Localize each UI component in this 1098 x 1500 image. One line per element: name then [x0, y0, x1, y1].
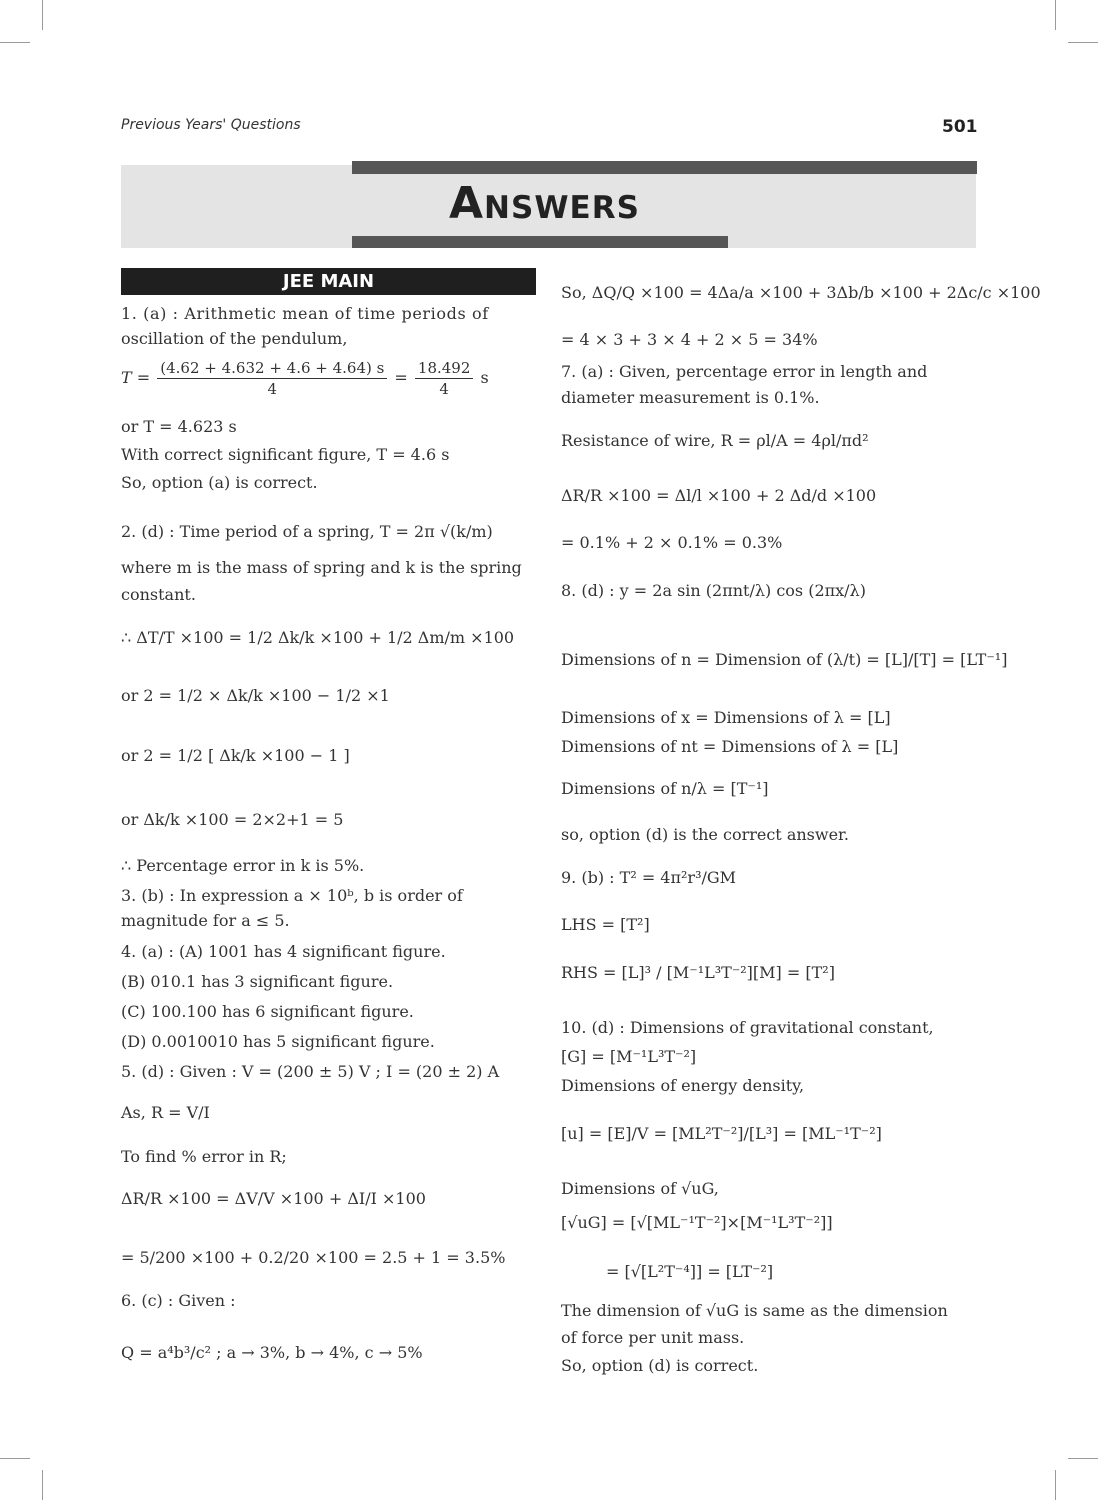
q1-equation: T = $\frac{(4.62 + 4.632 + 4.6 + 4.64) s}{4}$ = $\frac{18.492}{4}$ s — [121, 359, 489, 398]
q10-line-7: So, option (d) is correct. — [561, 1356, 759, 1375]
crop-mark — [1055, 0, 1056, 30]
q2-line-4: ∴ Percentage error in k is 5%. — [121, 856, 365, 875]
q7-line-3: Resistance of wire, R = ρl/A = 4ρl/πd² — [561, 431, 869, 450]
q10-line-4: Dimensions of √uG, — [561, 1179, 719, 1198]
q9-line-1: 9. (b) : T² = 4π²r³/GM — [561, 868, 737, 887]
q10-equation-1: [u] = [E]/V = [ML²T⁻²]/[L³] = [ML⁻¹T⁻²] — [561, 1124, 882, 1143]
q10-equation-2: [√uG] = [√[ML⁻¹T⁻²]×[M⁻¹L³T⁻²]] — [561, 1213, 833, 1232]
q4-line-4: (D) 0.0010010 has 5 significant figure. — [121, 1032, 435, 1051]
q4-line-1: 4. (a) : (A) 1001 has 4 significant figure. — [121, 942, 446, 961]
page-title: Answers — [449, 178, 640, 229]
q6-result: = 4 × 3 + 3 × 4 + 2 × 5 = 34% — [561, 330, 818, 349]
q5-equation-1: ΔR/R ×100 = ΔV/V ×100 + ΔI/I ×100 — [121, 1189, 426, 1208]
q8-line-5: Dimensions of n/λ = [T⁻¹] — [561, 779, 769, 798]
q1-eq-numerator: (4.62 + 4.632 + 4.6 + 4.64) s — [157, 358, 387, 379]
q6-result-equation: So, ΔQ/Q ×100 = 4Δa/a ×100 + 3Δb/b ×100 + 2Δc/c ×100 — [561, 283, 1041, 302]
q1-line-1: 1. (a) : Arithmetic mean of time periods of — [121, 304, 489, 323]
title-band-bottom-rule — [352, 236, 728, 248]
q8-line-6: so, option (d) is the correct answer. — [561, 825, 850, 844]
q2-line-3: constant. — [121, 585, 196, 604]
q3-line-2: magnitude for a ≤ 5. — [121, 911, 290, 930]
q8-line-3: Dimensions of x = Dimensions of λ = [L] — [561, 708, 891, 727]
page-number: 501 — [942, 117, 978, 137]
q8-line-2: Dimensions of n = Dimension of (λ/t) = [L]/[T] = [LT⁻¹] — [561, 650, 1008, 669]
q8-line-1: 8. (d) : y = 2a sin (2πnt/λ) cos (2πx/λ) — [561, 581, 866, 600]
running-title: Previous Years' Questions — [121, 117, 301, 133]
q2-equation-4: or Δk/k ×100 = 2×2+1 = 5 — [121, 810, 344, 829]
q7-line-2: diameter measurement is 0.1%. — [561, 388, 820, 407]
q2-equation-1: ∴ ΔT/T ×100 = 1/2 Δk/k ×100 + 1/2 Δm/m ×100 — [121, 628, 515, 647]
q1-eq-numerator-2: 18.492 — [415, 358, 474, 379]
crop-mark — [1055, 1470, 1056, 1500]
q1-line-2: oscillation of the pendulum, — [121, 329, 348, 348]
q9-line-3: RHS = [L]³ / [M⁻¹L³T⁻²][M] = [T²] — [561, 963, 835, 982]
q1-line-5: So, option (a) is correct. — [121, 473, 318, 492]
crop-mark — [1068, 42, 1098, 43]
q6-equation: Q = a⁴b³/c² ; a → 3%, b → 4%, c → 5% — [121, 1343, 423, 1362]
q5-line-1: 5. (d) : Given : V = (200 ± 5) V ; I = (20 ± 2) A — [121, 1062, 500, 1081]
section-heading: JEE MAIN — [121, 268, 536, 295]
q7-line-1: 7. (a) : Given, percentage error in length and — [561, 362, 928, 381]
q5-equation-2: = 5/200 ×100 + 0.2/20 ×100 = 2.5 + 1 = 3.5% — [121, 1248, 506, 1267]
q1-eq-denominator: 4 — [267, 380, 278, 398]
q8-line-4: Dimensions of nt = Dimensions of λ = [L] — [561, 737, 899, 756]
q2-line-2: where m is the mass of spring and k is the spring — [121, 558, 522, 577]
crop-mark — [42, 1470, 43, 1500]
q10-equation-3: = [√[L²T⁻⁴]] = [LT⁻²] — [606, 1262, 774, 1281]
q2-equation-3: or 2 = 1/2 [ Δk/k ×100 − 1 ] — [121, 746, 350, 765]
q2-equation-2: or 2 = 1/2 × Δk/k ×100 − 1/2 ×1 — [121, 686, 390, 705]
q2-line-1: 2. (d) : Time period of a spring, T = 2π √(k/m) — [121, 522, 493, 541]
q10-line-2: [G] = [M⁻¹L³T⁻²] — [561, 1047, 697, 1066]
q7-equation: ΔR/R ×100 = Δl/l ×100 + 2 Δd/d ×100 — [561, 486, 877, 505]
q10-line-6: of force per unit mass. — [561, 1328, 745, 1347]
q5-line-2: As, R = V/I — [121, 1103, 210, 1122]
q7-result: = 0.1% + 2 × 0.1% = 0.3% — [561, 533, 783, 552]
q1-eq-denominator-2: 4 — [439, 380, 449, 398]
q10-line-3: Dimensions of energy density, — [561, 1076, 805, 1095]
crop-mark — [42, 0, 43, 30]
q9-line-2: LHS = [T²] — [561, 915, 650, 934]
q4-line-3: (C) 100.100 has 6 significant figure. — [121, 1002, 414, 1021]
crop-mark — [1068, 1458, 1098, 1459]
q1-line-3: or T = 4.623 s — [121, 417, 237, 436]
title-band-top-rule — [352, 161, 977, 174]
q3-line-1: 3. (b) : In expression a × 10ᵇ, b is order of — [121, 886, 463, 905]
q1-line-4: With correct significant figure, T = 4.6 s — [121, 445, 450, 464]
q6-line-1: 6. (c) : Given : — [121, 1291, 236, 1310]
q4-line-2: (B) 010.1 has 3 significant figure. — [121, 972, 394, 991]
q5-line-3: To find % error in R; — [121, 1147, 287, 1166]
q10-line-5: The dimension of √uG is same as the dimension — [561, 1301, 948, 1320]
crop-mark — [0, 42, 30, 43]
crop-mark — [0, 1458, 30, 1459]
q10-line-1: 10. (d) : Dimensions of gravitational constant, — [561, 1018, 934, 1037]
